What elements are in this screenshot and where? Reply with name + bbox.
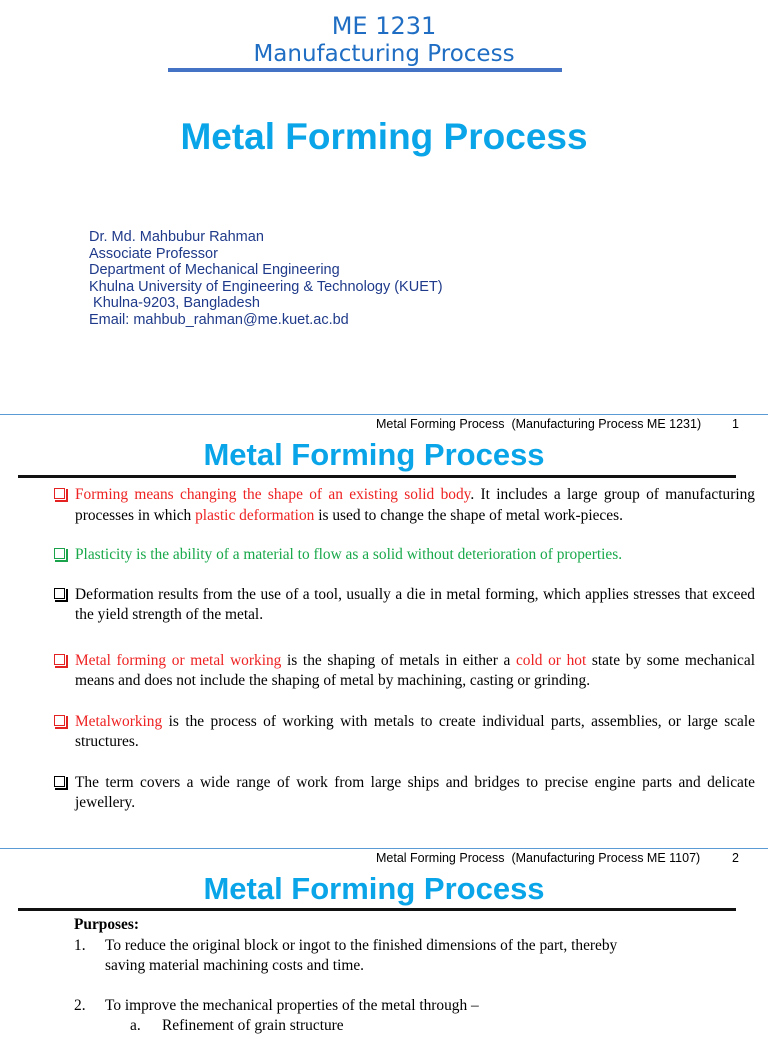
highlight-text: cold or hot <box>515 651 587 669</box>
title-slide <box>0 0 768 414</box>
content-slide-2 <box>0 848 768 1035</box>
highlight-text: Forming means changing the shape of an existing solid body <box>75 486 471 503</box>
title-divider <box>18 475 736 478</box>
author-email[interactable]: Email: mahbub_rahman@me.kuet.ac.bd <box>89 311 349 328</box>
checkbox-bullet-icon <box>54 654 65 665</box>
bullet-text: is the shaping of metals in either a <box>281 651 516 669</box>
bullet-text: . It includes a large group of manufacturing processes in which <box>75 486 755 524</box>
list-item <box>74 996 634 1017</box>
slide-footer: Metal Forming Process (Manufacturing Process ME 1107) <box>376 851 701 865</box>
author-name: Dr. Md. Mahbubur Rahman <box>89 229 264 245</box>
bullet-text: The term covers a wide range of work from large ships and bridges to precise engine parts and delicate jewellery. <box>75 773 755 811</box>
list-number: 2. <box>74 996 86 1014</box>
list-item <box>74 936 634 977</box>
bullet-text: state by some mechanical means and does not include the shaping of metal by machining, casting or grinding. <box>75 651 755 689</box>
course-code: ME 1231 <box>331 12 437 40</box>
list-number: a. <box>130 1017 141 1035</box>
course-name: Manufacturing Process <box>253 41 515 67</box>
slide-footer: Metal Forming Process (Manufacturing Process ME 1231) <box>376 417 702 431</box>
title-underline <box>168 68 562 72</box>
presentation-title: Metal Forming Process <box>180 116 588 157</box>
slide-title: Metal Forming Process <box>203 871 545 906</box>
purposes-list <box>74 915 634 1037</box>
page-number: 2 <box>732 851 739 865</box>
bullet-deformation <box>52 585 755 626</box>
highlight-text: plastic deformation <box>195 506 315 524</box>
author-block <box>89 229 443 329</box>
highlight-text: Metal forming or metal working <box>75 651 282 669</box>
highlight-text: Plasticity is the ability of a material to flow as a solid without deterioration of properties. <box>75 546 623 563</box>
bullet-metal-working <box>52 651 755 692</box>
title-divider <box>18 908 736 911</box>
checkbox-bullet-icon <box>54 588 65 599</box>
checkbox-bullet-icon <box>54 488 65 499</box>
sub-list-item <box>74 1016 634 1037</box>
bullet-forming-definition <box>52 485 755 526</box>
bullet-text: Deformation results from the use of a tool, usually a die in metal forming, which applies stresses that exceed the yield strength of the metal. <box>75 585 755 623</box>
checkbox-bullet-icon <box>54 776 65 787</box>
author-address: Khulna-9203, Bangladesh <box>89 295 260 312</box>
list-item-text: To improve the mechanical properties of the metal through – <box>105 996 479 1014</box>
checkbox-bullet-icon <box>54 715 65 726</box>
author-position: Associate Professor <box>89 245 218 262</box>
slide-title: Metal Forming Process <box>203 437 545 472</box>
bullet-text: is used to change the shape of metal work-pieces. <box>314 506 623 524</box>
content-slide-1 <box>0 414 768 848</box>
bullet-list <box>52 485 755 814</box>
bullet-term-range <box>52 773 755 814</box>
list-number: 1. <box>74 936 86 954</box>
list-item-text: Refinement of grain structure <box>162 1017 344 1035</box>
bullet-metalworking <box>52 712 755 753</box>
purposes-heading: Purposes: <box>74 916 139 933</box>
bullet-text: is the process of working with metals to create individual parts, assemblies, or large scale structures. <box>75 712 755 750</box>
list-item-text: To reduce the original block or ingot to the finished dimensions of the part, thereby saving material machining costs and time. <box>105 936 618 975</box>
author-department: Department of Mechanical Engineering <box>89 262 340 279</box>
page-number: 1 <box>732 417 739 431</box>
bullet-plasticity <box>52 545 755 566</box>
checkbox-bullet-icon <box>54 548 65 559</box>
author-university: Khulna University of Engineering & Technology (KUET) <box>89 278 443 295</box>
highlight-text: Metalworking <box>75 712 163 730</box>
